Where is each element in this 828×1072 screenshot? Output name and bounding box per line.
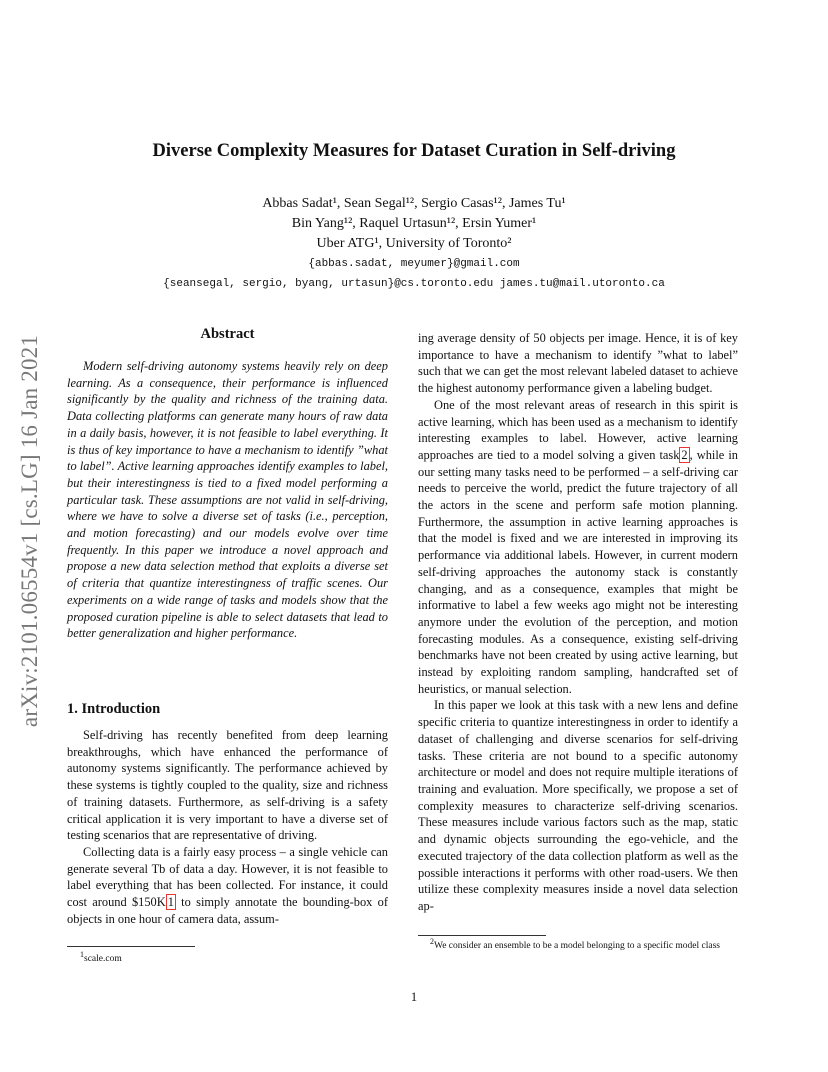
introduction-heading: 1. Introduction: [67, 701, 161, 717]
arxiv-identifier: arXiv:2101.06554v1 [cs.LG] 16 Jan 2021: [17, 334, 42, 728]
footnote-1: [80, 949, 380, 966]
authors-line-2: Bin Yang¹², Raquel Urtasun¹², Ersin Yumer¹: [291, 216, 537, 231]
intro-p2-text-a: Collecting data is a fairly easy process – a single vehicle can generate several Tb of data a day. However, it is not feasible to label everything that has been collected. For instance, it could cost around $150K: [67, 844, 388, 910]
intro-paragraph-1: Self-driving has recently benefited from deep learning breakthroughs, which have enhanced the performance of autonomy systems significantly. The performance achieved by these systems is tightly coupled to the quality, size and richness of training datasets. Furthermore, as self-driving is a safety critical application it is very important to have a diverse set of testing scenarios that are representative of driving.: [67, 728, 388, 843]
abstract-body: [67, 358, 388, 642]
footnote-1-mark: 1: [80, 949, 84, 959]
page-number: 1: [410, 990, 418, 1004]
author-block: [0, 194, 828, 254]
footnote-1-link[interactable]: 1: [167, 895, 174, 910]
paper-title: Diverse Complexity Measures for Dataset Curation in Self-driving: [152, 141, 676, 161]
footnote-rule-right: [418, 935, 546, 936]
email-block: [0, 254, 828, 294]
right-p2-text-a: One of the most relevant areas of research in this spirit is active learning, which has been used as a mechanism to identify interesting examples to label. However, active learning approaches are tied to a model solving a given task: [418, 397, 738, 462]
introduction-body: [67, 727, 388, 927]
footnote-1-text: scale.com: [84, 954, 122, 964]
affiliation: Uber ATG¹, University of Toronto²: [316, 236, 512, 251]
right-column-body: [418, 330, 738, 915]
authors-line-1: Abbas Sadat¹, Sean Segal¹², Sergio Casas¹², James Tu¹: [262, 196, 566, 211]
intro-paragraph-2: [67, 844, 388, 928]
footnote-2: [418, 936, 740, 953]
email-line-1: {abbas.sadat, meyumer}@gmail.com: [308, 258, 520, 270]
intro-p2-text-b: to simply annotate the bounding-box of objects in one hour of camera data, assum-: [67, 895, 388, 926]
abstract-text: Modern self-driving autonomy systems heavily rely on deep learning. As a consequence, their performance is influenced significantly by the quality and richness of the training data. Data collecting platforms can generate many hours of raw data in a daily basis, however, it is not feasible to label everything. It is thus of key importance to have a mechanism to identify ”what to label”. Active learning approaches identify examples to label, but their interestingness is tied to a fixed model performing a particular task. These assumptions are not valid in self-driving, where we have to solve a diverse set of tasks (i.e., perception, and motion forecasting) and our models evolve over time frequently. In this paper we introduce a novel approach and propose a new data selection method that exploits a diverse set of criteria that quantize interestingness of traffic scenes. Our experiments on a wide range of tasks and models show that the proposed curation pipeline is able to select datasets that lead to better generalization and higher performance.: [67, 359, 388, 641]
footnote-2-link[interactable]: 2: [681, 447, 688, 462]
footnote-2-mark: 2: [430, 936, 434, 946]
footnote-rule-left: [67, 946, 195, 947]
right-paragraph-1: ing average density of 50 objects per image. Hence, it is of key importance to have a mechanism to identify ”what to label” such that we can get the most relevant labeled dataset to achieve the highest autonomy performance given a labeling budget.: [418, 331, 738, 396]
right-paragraph-2: [418, 397, 738, 698]
abstract-heading: Abstract: [200, 326, 255, 342]
email-line-2: {seansegal, sergio, byang, urtasun}@cs.toronto.edu james.tu@mail.utoronto.ca: [163, 278, 665, 290]
right-paragraph-3: In this paper we look at this task with a new lens and define specific criteria to quantize interestingness in order to identify a dataset of challenging and diverse scenarios for self-driving tasks. These criteria are not bound to a specific autonomy architecture or model and does not require multiple iterations of training and evaluation. More specifically, we propose a set of complexity measures to characterize self-driving scenarios. These measures include various factors such as the map, static and dynamic objects surrounding the ego-vehicle, and the executed trajectory of the data collection platform as well as the possible interactions it performs with other road-users. We then utilize these complexity measures inside a novel data selection ap-: [418, 698, 738, 913]
right-p2-text-b: , while in our setting many tasks need to be performed – a self-driving car needs to perceive the world, predict the future trajectory of all the actors in the scene and perform safe motion planning. Furthermore, the assumption in active learning approaches is that the model is fixed and we are interested in improving its performance via additional labels. However, in current modern self-driving approaches the autonomy stack is constantly changing, and as a consequence, examples that might be informative to label a few weeks ago might not be interesting anymore under the evolution of the perception, and motion forecasting modules. As a consequence, existing self-driving benchmarks have not been created by using active learning, but instead by exploiting random sampling, handcrafted set of heuristics, or manual selection.: [418, 447, 738, 696]
footnote-2-text: We consider an ensemble to be a model belonging to a specific model class: [434, 941, 720, 951]
